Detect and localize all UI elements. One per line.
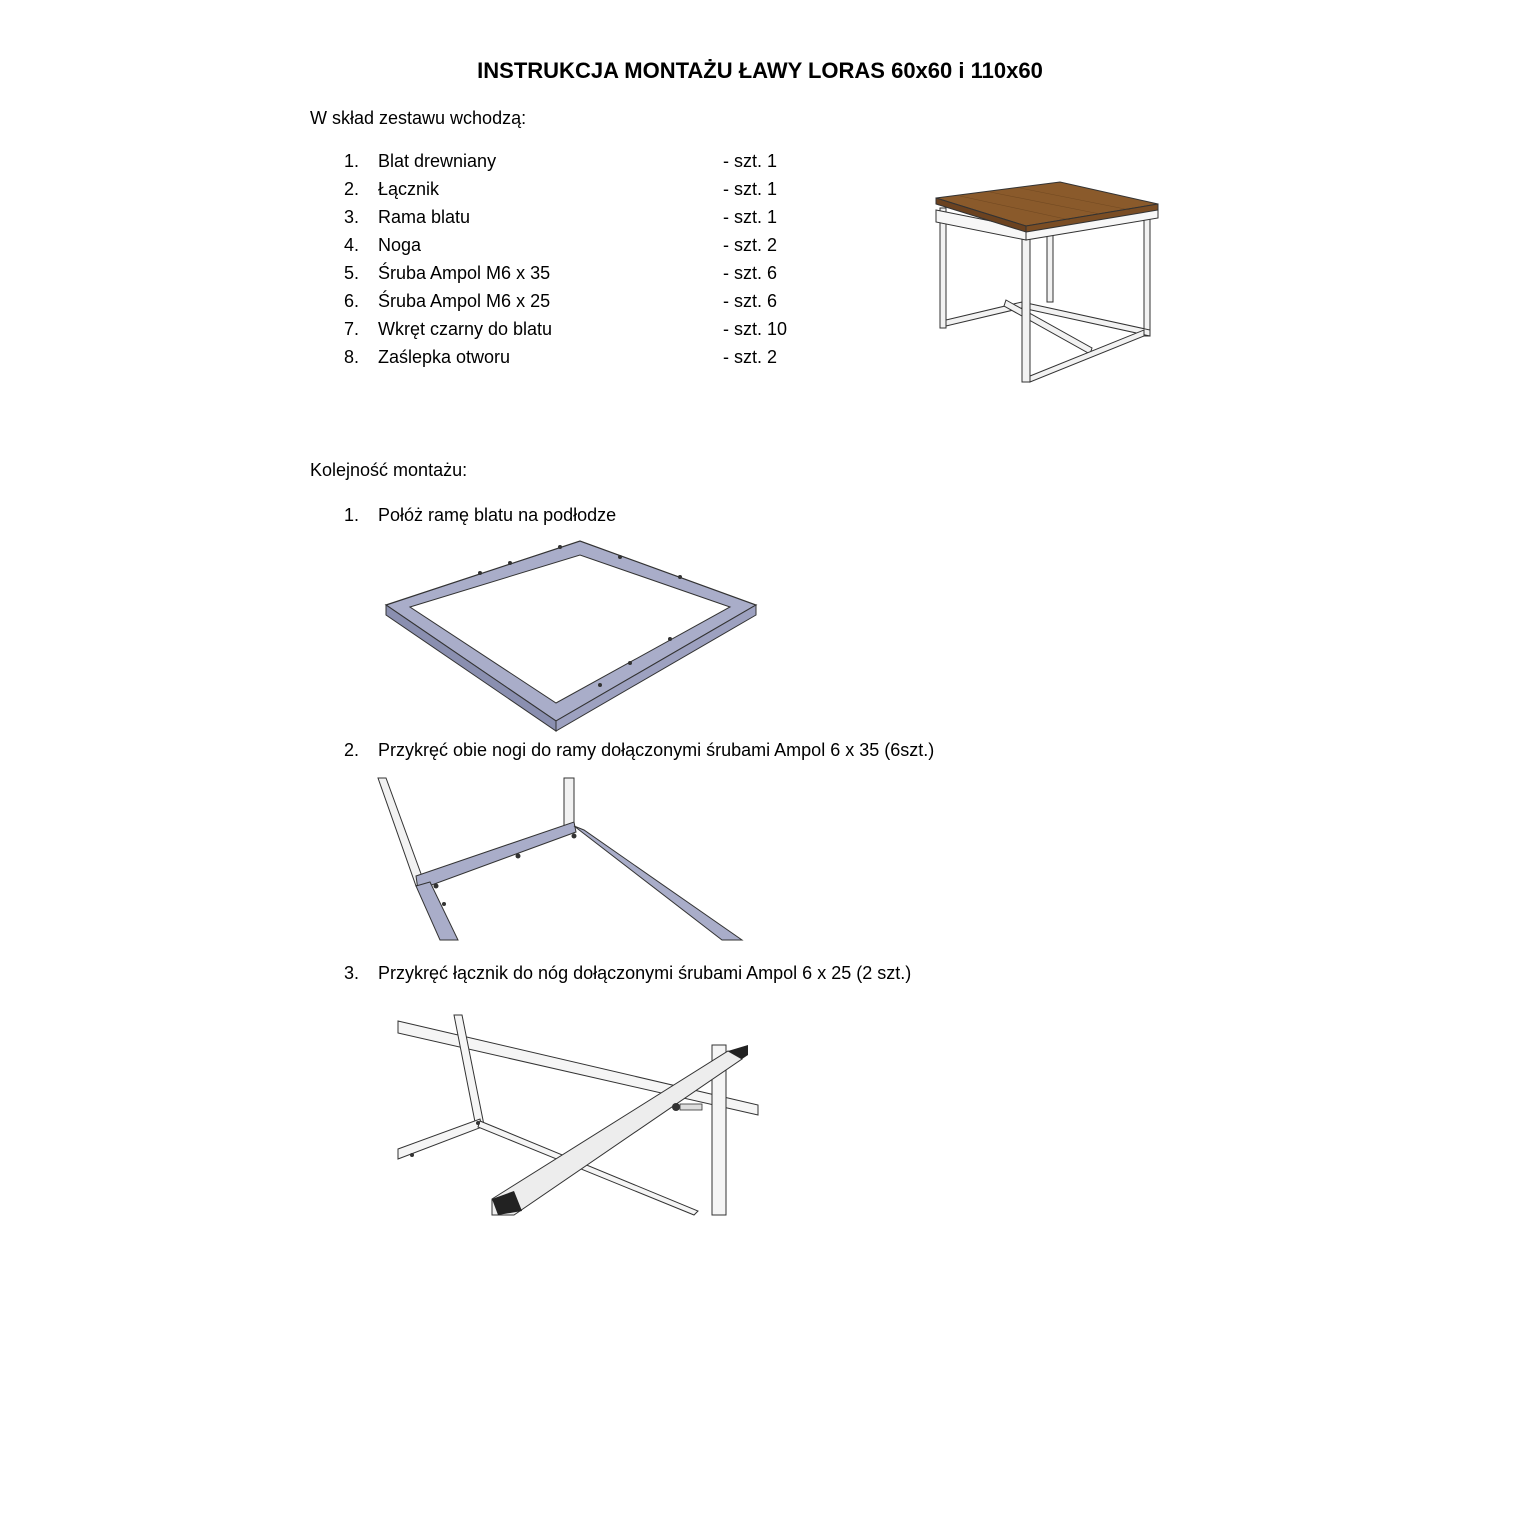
step-3: 3. Przykręć łącznik do nóg dołączonymi śrubami Ampol 6 x 25 (2 szt.) [344,963,912,983]
parts-list [344,150,824,374]
frame-illustration [380,535,760,735]
list-item: 1. Blat drewniany - szt. 1 [344,151,778,171]
document-title: INSTRUKCJA MONTAŻU ŁAWY LORAS 60x60 i 110x60 [477,58,1043,83]
contents-heading: W skład zestawu wchodzą: [310,108,527,128]
list-item: 2. Łącznik - szt. 1 [344,179,778,199]
step-1: 1. Połóż ramę blatu na podłodze [344,505,617,525]
connector-illustration [398,1015,758,1215]
list-item: 7. Wkręt czarny do blatu - szt. 10 [344,319,788,339]
legs-illustration [378,778,748,940]
list-item: 3. Rama blatu - szt. 1 [344,207,778,227]
assembly-heading: Kolejność montażu: [310,460,468,480]
step-2: 2. Przykręć obie nogi do ramy dołączonymi śrubami Ampol 6 x 35 (6szt.) [344,740,935,760]
list-item: 4. Noga - szt. 2 [344,235,778,255]
list-item: 5. Śruba Ampol M6 x 35 - szt. 6 [344,263,778,283]
list-item: 8. Zaślepka otworu - szt. 2 [344,347,778,367]
list-item: 6. Śruba Ampol M6 x 25 - szt. 6 [344,291,778,311]
table-illustration [930,180,1170,390]
